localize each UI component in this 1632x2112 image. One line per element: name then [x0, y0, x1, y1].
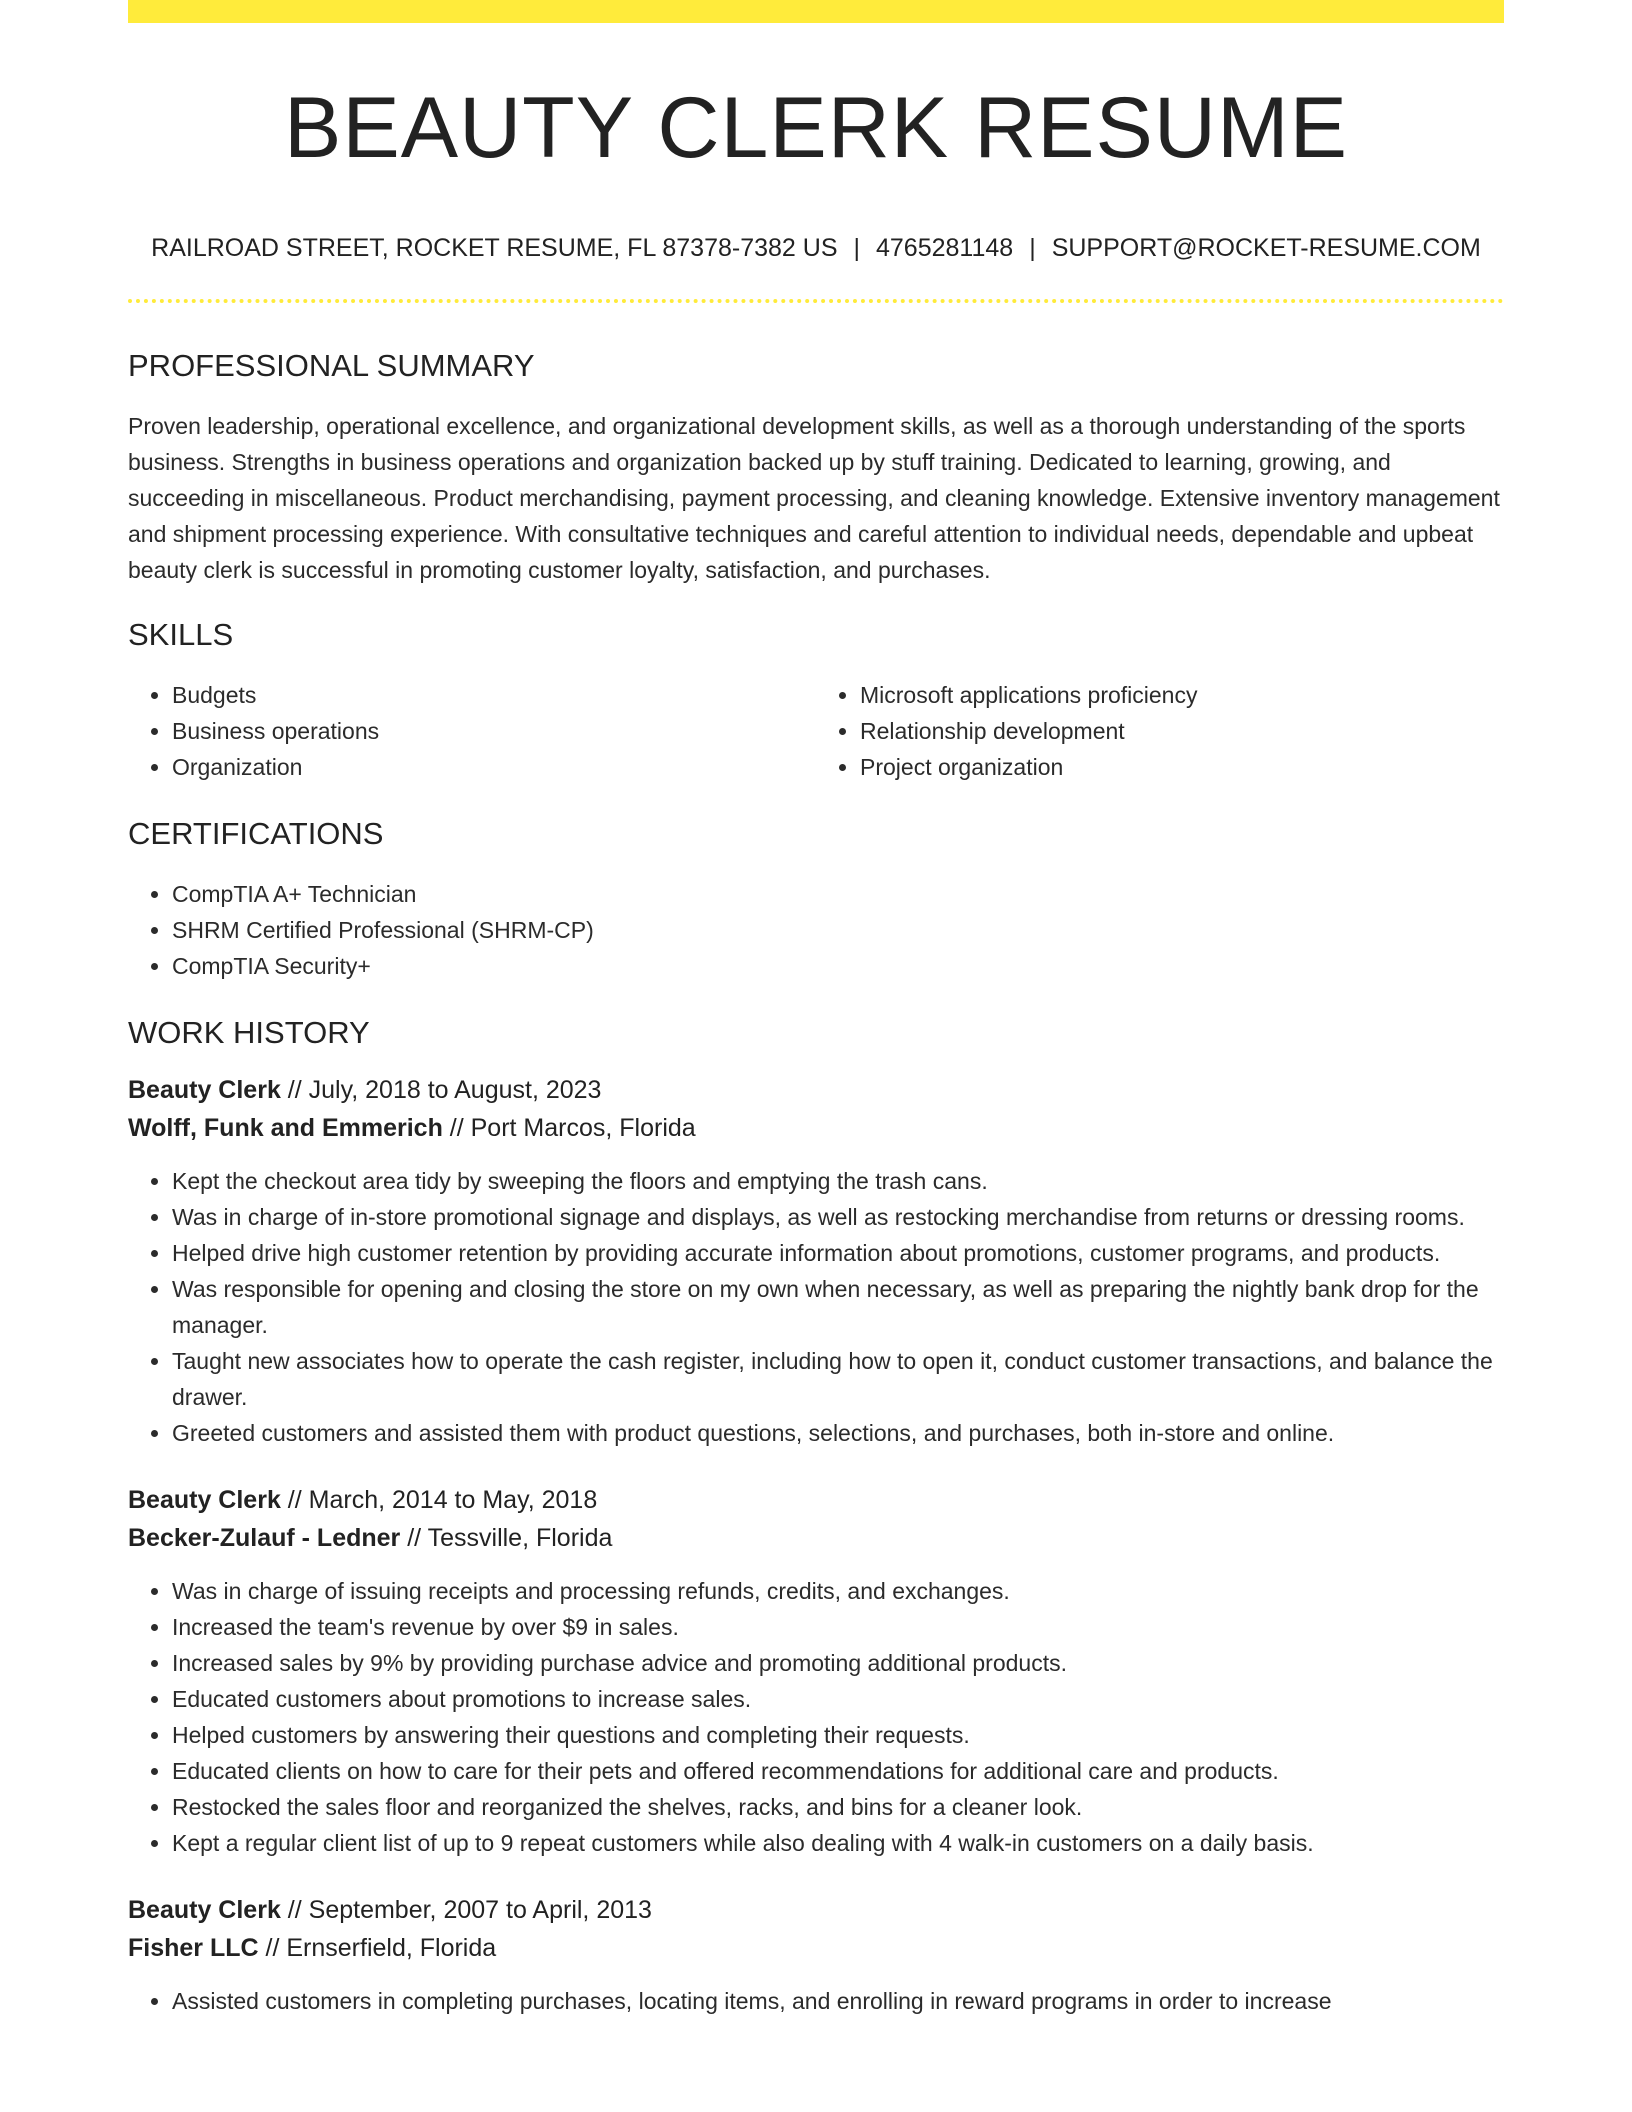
- job-entry: [128, 1481, 1504, 1861]
- contact-email: SUPPORT@ROCKET-RESUME.COM: [1051, 233, 1481, 262]
- section-heading-work-history: WORK HISTORY: [128, 1015, 370, 1051]
- job-company-line: [128, 1109, 1504, 1147]
- job-duty-item: • Taught new associates how to operate the cash register, including how to open it, conduct customer transactions, and balance the drawer.: [172, 1343, 1504, 1415]
- job-company-line: [128, 1929, 1504, 1967]
- job-duties-list: [128, 1983, 1504, 2019]
- job-title: Beauty Clerk: [128, 1896, 281, 1925]
- job-duty-item: • Restocked the sales floor and reorganized the shelves, racks, and bins for a cleaner look.: [172, 1789, 1504, 1825]
- job-duty-item: • Helped customers by answering their questions and completing their requests.: [172, 1717, 1504, 1753]
- job-entry: [128, 1071, 1504, 1451]
- job-duty-item: • Increased the team's revenue by over $9 in sales.: [172, 1609, 1504, 1645]
- job-duties-list: [128, 1573, 1504, 1861]
- contact-separator: |: [853, 233, 860, 262]
- job-entry: [128, 1891, 1504, 2019]
- skill-item: • Microsoft applications proficiency: [860, 677, 1504, 713]
- certification-item: • CompTIA Security+: [172, 948, 1504, 984]
- skills-grid: [128, 677, 1504, 785]
- job-dates: // September, 2007 to April, 2013: [280, 1896, 652, 1925]
- skill-item: • Relationship development: [860, 713, 1504, 749]
- job-duty-item: • Was in charge of issuing receipts and processing refunds, credits, and exchanges.: [172, 1573, 1504, 1609]
- skills-column-right: [816, 677, 1504, 785]
- job-location: // Port Marcos, Florida: [442, 1114, 696, 1143]
- resume-page: [128, 0, 1504, 2019]
- job-duties-list: [128, 1163, 1504, 1451]
- skill-item: • Project organization: [860, 749, 1504, 785]
- job-duty-item: • Was responsible for opening and closing the store on my own when necessary, as well as preparing the nightly bank drop for the manager.: [172, 1271, 1504, 1343]
- job-duty-item: • Greeted customers and assisted them with product questions, selections, and purchases, both in-store and online.: [172, 1415, 1504, 1451]
- job-duty-item: • Helped drive high customer retention by providing accurate information about promotions, customer programs, and products.: [172, 1235, 1504, 1271]
- job-duty-item: • Educated clients on how to care for their pets and offered recommendations for additional care and products.: [172, 1753, 1504, 1789]
- certifications-list: [128, 876, 1504, 984]
- accent-top-bar: [128, 0, 1504, 23]
- job-duty-item: • Increased sales by 9% by providing purchase advice and promoting additional products.: [172, 1645, 1504, 1681]
- job-title: Beauty Clerk: [128, 1076, 281, 1105]
- job-duty-item: • Educated customers about promotions to increase sales.: [172, 1681, 1504, 1717]
- summary-paragraph: Proven leadership, operational excellence, and organizational development skills, as well as a thorough understanding of the sports business. Strengths in business operations and organization backed up by stuff training. Dedicated to learning, growing, and succeeding in miscellaneous. Product merchandising, payment processing, and cleaning knowledge. Extensive inventory management and shipment processing experience. With consultative techniques and careful attention to individual needs, dependable and upbeat beauty clerk is successful in promoting customer loyalty, satisfaction, and purchases.: [128, 412, 1500, 583]
- job-title-line: [128, 1891, 1504, 1929]
- job-duty-item: • Kept a regular client list of up to 9 repeat customers while also dealing with 4 walk-in customers on a daily basis.: [172, 1825, 1504, 1861]
- section-heading-certifications: CERTIFICATIONS: [128, 815, 384, 851]
- contact-address: RAILROAD STREET, ROCKET RESUME, FL 87378-7382 US: [151, 233, 838, 262]
- job-title: Beauty Clerk: [128, 1486, 281, 1515]
- section-heading-summary: PROFESSIONAL SUMMARY: [128, 347, 535, 383]
- resume-title: BEAUTY CLERK RESUME: [283, 80, 1349, 176]
- job-duty-item: • Was in charge of in-store promotional signage and displays, as well as restocking merchandise from returns or dressing rooms.: [172, 1199, 1504, 1235]
- job-duty-item: • Kept the checkout area tidy by sweeping the floors and emptying the trash cans.: [172, 1163, 1504, 1199]
- skills-column-left: [128, 677, 816, 785]
- job-dates: // July, 2018 to August, 2023: [280, 1076, 602, 1105]
- certification-item: • CompTIA A+ Technician: [172, 876, 1504, 912]
- skill-item: • Organization: [172, 749, 816, 785]
- certification-item: • SHRM Certified Professional (SHRM-CP): [172, 912, 1504, 948]
- job-dates: // March, 2014 to May, 2018: [280, 1486, 598, 1515]
- job-company: Becker-Zulauf - Ledner: [128, 1524, 401, 1553]
- job-company: Fisher LLC: [128, 1934, 259, 1963]
- job-company-line: [128, 1519, 1504, 1557]
- job-company: Wolff, Funk and Emmerich: [128, 1114, 443, 1143]
- contact-line: [128, 234, 1504, 263]
- job-duty-item: • Assisted customers in completing purchases, locating items, and enrolling in reward programs in order to increase: [172, 1983, 1504, 2019]
- job-location: // Tessville, Florida: [400, 1524, 613, 1553]
- contact-phone: 4765281148: [876, 233, 1014, 262]
- contact-separator: |: [1029, 233, 1036, 262]
- job-title-line: [128, 1481, 1504, 1519]
- dotted-divider: [128, 299, 1504, 303]
- skill-item: • Business operations: [172, 713, 816, 749]
- skill-item: • Budgets: [172, 677, 816, 713]
- job-location: // Ernserfield, Florida: [258, 1934, 497, 1963]
- job-title-line: [128, 1071, 1504, 1109]
- section-heading-skills: SKILLS: [128, 616, 234, 652]
